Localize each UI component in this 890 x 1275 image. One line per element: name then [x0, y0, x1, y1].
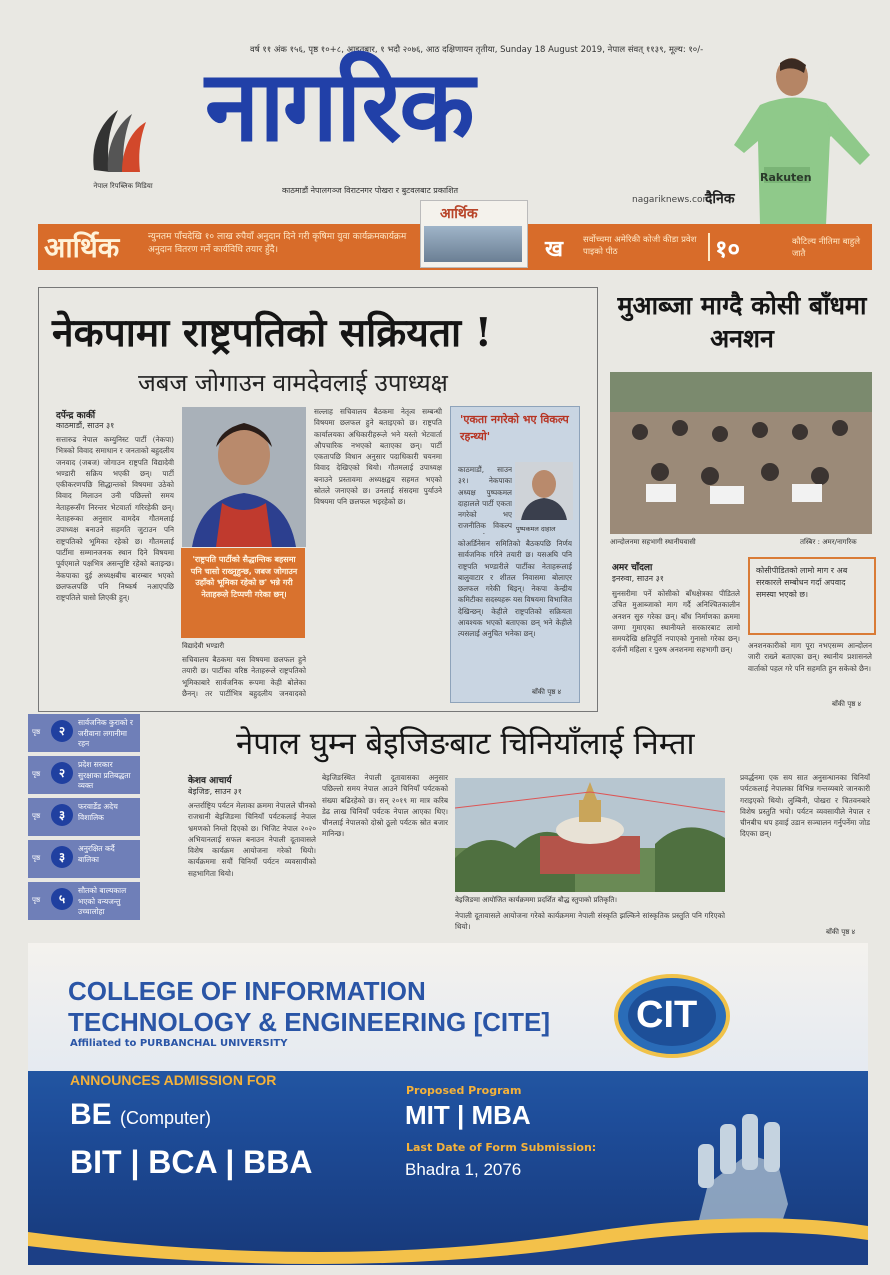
- strip-teaser-2: सर्वोच्चमा अमेरिकी कोजी कीडा प्रवेश पाइको पीठ: [583, 235, 697, 258]
- cit-logo-text: CIT: [636, 994, 698, 1036]
- lead-byline: दर्पेन्द्र कार्की: [56, 411, 96, 421]
- index-item[interactable]: पृष्ठ ३ अनुरक्षित कर्दै बालिका: [28, 840, 140, 878]
- beijing-location: बेइजिङ, साउन ३१: [188, 787, 242, 796]
- president-photo-caption: विद्यादेवी भण्डारी: [182, 642, 225, 650]
- ad-be-program: BE (Computer): [70, 1098, 212, 1131]
- stupa-photo: [455, 778, 725, 892]
- index-item-text: सौतको बाल्यकाल भएको वन्यजन्तु उच्चालोहा: [78, 886, 127, 916]
- protest-photo-caption: आन्दोलनमा सहभागी स्थानीयवासी: [610, 538, 696, 546]
- pull-quote: 'राष्ट्रपति पार्टीको सैद्धान्तिक बहसमा पनि चासो राख्नुहुन्छ, जबज जोगाउन उहाँको भूमिका रहेको छ' भन्ने गरी नेताहरूले टिप्पणी गरेका छन्।: [190, 555, 298, 599]
- lead-column-1: सत्तारुढ नेपाल कम्युनिस्ट पार्टी (नेकपा) भित्रको विवाद समाधान र जनताको बहुदलीय जनवाद (जबज) जोगाउन राष्ट्रपति विद्यादेवी भण्डारी सक्रिय भएकी छन्। पार्टी एकीकरणपछि सिद्धान्तको विषयमा उठेको विवाद मिलाउन उनी पछिल्लो समय नेताहरूसँग निरन्तर भेटवार्ता गरिरहेकी छन्। नेताहरूका अनुसार वामदेव गौतमलाई उपाध्यक्ष बनाउने सहमति जुटाउन पनि राष्ट्रपतिको भूमिका रहेको छ। गौतमलाई पार्टीमा सम्मानजनक स्थान दिने विषयमा पूर्वएमाले पक्षभित्र असन्तुष्टि रहेको बताइन्छ। नेकपाका दुई अध्यक्षबीच बारम्बार भएको छलफलपछि पनि निष्कर्ष नआएपछि राष्ट्रपतिले चासो लिएकी हुन्।: [56, 435, 174, 603]
- ad-college-name: [68, 976, 550, 1038]
- inside-pages-index: [28, 712, 140, 930]
- section-kha-label: ख: [545, 237, 563, 262]
- index-item[interactable]: पृष्ठ २ सार्वजनिक कुराको र जरीवाना लगानीमा रहन: [28, 714, 140, 752]
- sidebar-column-2: कोअर्डिनेसन समितिको बैठकपछि निर्णय सार्वजनिक गरिने तयारी छ। यसअघि पनि राष्ट्रपति भण्डारीले पार्टीका नेताहरूलाई बालुवाटार र शीतल निवासमा बोलाएर छलफल गरेकी थिइन्। नेकपा केन्द्रीय कमिटीका सदस्यहरू यस विषयमा विभाजित देखिन्छन्। केहीले राष्ट्रपतिको सक्रियता आवश्यक भएको बताएका छन् भने केहीले त्यसलाई अनुचित भनेका छन्।: [458, 539, 572, 639]
- website-url: nagariknews.com: [632, 195, 712, 205]
- koshi-byline: अमर चाँदला: [612, 563, 653, 573]
- masthead-tagline: काठमाडौं नेपालगञ्ज विराटनगर पोखरा र बुटवलबाट प्रकाशित: [282, 186, 459, 195]
- publisher-logo: [84, 100, 156, 180]
- beijing-column-2: बेइजिङस्थित नेपाली दूतावासका अनुसार पछिल्लो समय नेपाल आउने चिनियाँ पर्यटकको संख्या बढिरहेको छ। सन् २०१९ मा मात्र करिब डेढ लाख चिनियाँ पर्यटक नेपाल आएका थिए। चीनलाई नेपालको दोस्रो ठूलो पर्यटक स्रोत बजार मानिन्छ।: [322, 773, 448, 839]
- beijing-column-3: प्रवर्द्धनमा एक सय सात अनुसन्धानका चिनियाँ पर्यटकलाई नेपालका विभिन्न गन्तव्यबारे जानकारी गराइएको थियो। लुम्बिनी, पोखरा र चितवनबारे विशेष प्रस्तुति भयो। पर्यटन व्यवसायीले नेपाल र चीनबीच थप हवाई उडान सञ्चालन गर्नुपर्नेमा जोड दिएका छन्।: [740, 773, 870, 839]
- koshi-continued: बाँकी पृष्ठ ४: [832, 700, 862, 708]
- supplement-image: [424, 226, 522, 262]
- koshi-highlight-text: कोसीपीडितको लामो माग र अब सरकारले सम्बोधन गर्दा अपवाद समस्या भएको छ।: [756, 566, 848, 599]
- ad-bachelor-programs: BIT | BCA | BBA: [70, 1144, 313, 1180]
- dahal-photo-caption: पुष्पकमल दाहाल: [516, 525, 556, 533]
- index-page-number: ३: [51, 804, 73, 826]
- daily-label: दैनिक: [705, 191, 735, 207]
- lead-continued: बाँकी पृष्ठ ४: [532, 688, 562, 696]
- index-item-text: सार्वजनिक कुराको र जरीवाना लगानीमा रहन: [78, 718, 133, 748]
- ad-affiliation: Affiliated to PURBANCHAL UNIVERSITY: [70, 1038, 288, 1049]
- strip-divider: [708, 233, 710, 261]
- masthead-title: नागरिक: [205, 49, 473, 164]
- ad-master-programs: MIT | MBA: [405, 1100, 531, 1130]
- protest-photo: [610, 372, 872, 534]
- beijing-column-1: अन्तर्राष्ट्रिय पर्यटन मेलाका क्रममा नेपालले चीनको राजधानी बेइजिङमा चिनियाँ पर्यटकलाई नेपाल भ्रमणको निम्तो दिएको छ। भिजिट नेपाल २०२० अभियानलाई सफल बनाउन नेपाली दूतावासले विशेष कार्यक्रम आयोजना गरेको थियो। कार्यक्रममा सयौं चिनियाँ पर्यटन व्यवसायीको सहभागिता थियो।: [188, 801, 316, 878]
- president-photo: [182, 407, 306, 547]
- beijing-headline[interactable]: नेपाल घुम्न बेइजिङबाट चिनियाँलाई निम्ता: [236, 726, 695, 762]
- lead-subheadline: जबज जोगाउन वामदेवलाई उपाध्यक्ष: [138, 369, 448, 397]
- koshi-location: इनरुवा, साउन ३१: [612, 574, 664, 583]
- index-item[interactable]: पृष्ठ ३ फरवार्डेड अदेच विशालिक: [28, 798, 140, 836]
- index-item-text: प्रदेश सरकार सुरक्षाका प्रतिबद्धता व्यक्त: [78, 760, 131, 790]
- strip-teaser-3: कौटिल्य नीतिमा बाहुले जातै: [792, 237, 861, 260]
- supplement-title: आर्थिक: [440, 206, 478, 222]
- index-page-number: ३: [51, 846, 73, 868]
- dateline: वर्ष ११ अंक १५६, पृष्ठ १०+८, आइतबार, १ भदौ २०७६, आठ दक्षिणायन तृतीया, Sunday 18 August 2019, नेपाल संवत् ११३९, मूल्य: १०/-: [250, 45, 704, 55]
- koshi-column-1: सुनसरीमा पर्ने कोसीको बाँधक्षेत्रका पीडितले उचित मुआब्जाको माग गर्दै अनिश्चितकालीन अनशन सुरु गरेका छन्। बाँध निर्माणका क्रममा जग्गा गुमाएका स्थानीयले सरकारबाट लामो समयदेखि क्षतिपूर्ति नपाएको गुनासो गरेका छन्। दर्जनौं महिला र पुरुष अनशनमा सहभागी छन्।: [612, 589, 740, 655]
- beijing-below-photo: नेपाली दूतावासले आयोजना गरेको कार्यक्रममा नेपाली संस्कृति झल्किने सांस्कृतिक प्रस्तुति पनि गरिएको थियो।: [455, 911, 725, 932]
- sidebar-text: काठमाडौं, साउन ३१। नेकपाका अध्यक्ष पुष्पकमल दाहालले पार्टी एकता नगरेको भए राजनीतिक विकल्प: [458, 465, 512, 531]
- lead-location: काठमाडौं, साउन ३१: [56, 421, 115, 430]
- sidebar-headline[interactable]: 'एकता नगरेको भए विकल्प रहन्थ्यो': [460, 413, 569, 443]
- index-page-number: ५: [51, 888, 73, 910]
- lead-column-2: सचिवालय बैठकमा यस विषयमा छलफल हुने तयारी छ। पार्टीका वरिष्ठ नेताहरूले राष्ट्रपतिको भूमिकाबारे सार्वजनिक रूपमा केही बोलेका छैनन्। तर पार्टीभित्र बहुदलीय जनवादको: [182, 655, 306, 698]
- index-page-number: २: [51, 720, 73, 742]
- logo-caption: नेपाल रिपब्लिक मिडिया: [93, 182, 153, 190]
- stupa-photo-caption: बेइजिङमा आयोजित कार्यक्रममा प्रदर्शित बौद्ध स्तुपाको प्रतिकृति।: [455, 896, 618, 904]
- ad-announcement: ANNOUNCES ADMISSION FOR: [70, 1072, 277, 1088]
- strip-section-label: आर्थिक: [44, 231, 120, 264]
- index-item-text: अनुरक्षित कर्दै बालिका: [78, 844, 115, 864]
- koshi-headline[interactable]: मुआब्जा माग्दै कोसी बाँधमा अनशन: [617, 291, 867, 353]
- index-item[interactable]: पृष्ठ २ प्रदेश सरकार सुरक्षाका प्रतिबद्धता व्यक्त: [28, 756, 140, 794]
- beijing-byline: केशव आचार्य: [188, 776, 232, 786]
- shirt-sponsor: Rakuten: [760, 171, 812, 184]
- lead-headline[interactable]: नेकपामा राष्ट्रपतिको सक्रियता !: [52, 310, 492, 356]
- protest-photo-credit: तस्बिर : अमर/नागरिक: [800, 538, 857, 546]
- lead-column-3: सल्लाह सचिवालय बैठकमा नेतृत्व सम्बन्धी विषयमा छलफल हुने बताइएको छ। राष्ट्रपति कार्यालयका अधिकारीहरूले भने यस्तो भेटवार्ता औपचारिक नभएको बताएका छन्। पार्टी एकतापछि विधान अनुसार पदाधिकारी चयनमा विवाद देखिएको थियो। गौतमलाई उपाध्यक्ष बनाउने प्रस्तावमा अध्यक्षद्वय सहमत भएको स्रोतले जनाएको छ। उनलाई संसदमा पुर्याउने विषयमा पनि छलफल भइरहेको छ।: [314, 407, 442, 507]
- ad-footer-wave: [28, 1212, 868, 1265]
- ad-title-line-2: TECHNOLOGY & ENGINEERING [CITE]: [68, 1007, 550, 1038]
- strip-teaser: न्युनतम पाँचदेखि १० लाख रुपैयाँ अनुदान दिने गरी कृषिमा युवा कार्यक्रमकार्यक्रम अनुदान वितरण गर्ने कार्यविधि तयार हुँदै।: [148, 232, 407, 256]
- ad-proposed-label: Proposed Program: [406, 1084, 522, 1097]
- index-page-number: २: [51, 762, 73, 784]
- strip-page-number: १०: [715, 235, 740, 263]
- footballer-photo: [730, 55, 880, 225]
- ad-title-line-1: COLLEGE OF INFORMATION: [68, 976, 426, 1006]
- ad-deadline-label: Last Date of Form Submission:: [406, 1141, 597, 1154]
- koshi-column-2: अनशनकारीको माग पूरा नभएसम्म आन्दोलन जारी राख्ने बताएका छन्। स्थानीय प्रशासनले वार्ताको पहल गरे पनि सहमति हुन सकेको छैन।: [748, 641, 872, 673]
- beijing-continued: बाँकी पृष्ठ ४: [826, 928, 856, 936]
- index-item-text: फरवार्डेड अदेच विशालिक: [78, 802, 118, 822]
- index-item[interactable]: पृष्ठ ५ सौतको बाल्यकाल भएको वन्यजन्तु उच्चालोहा: [28, 882, 140, 920]
- ad-deadline-date: Bhadra 1, 2076: [405, 1160, 522, 1179]
- dahal-photo: [515, 462, 573, 520]
